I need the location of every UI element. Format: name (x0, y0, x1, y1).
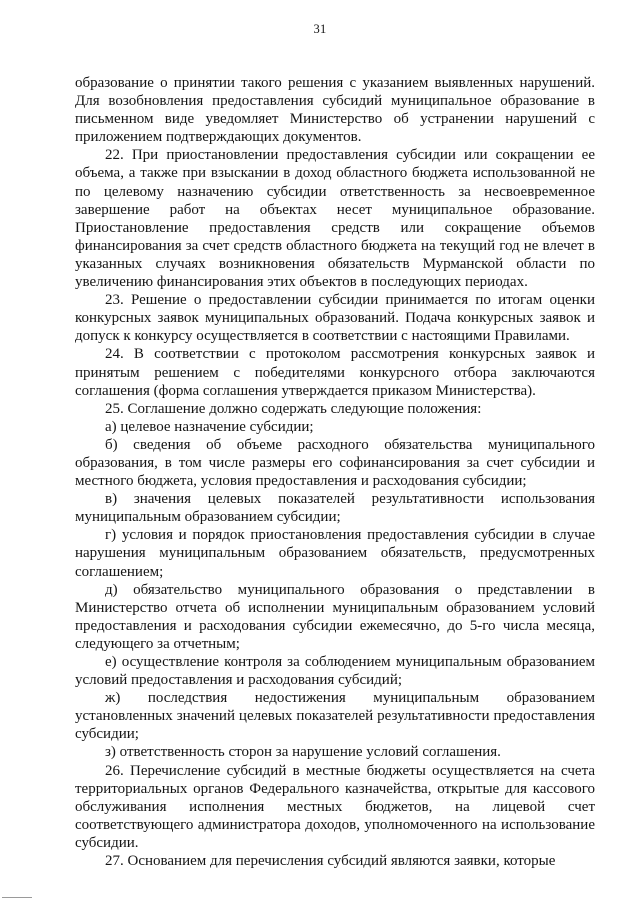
list-item-zh: ж) последствия недостижения муниципальным образованием установленных значений целевых показателей результативности предоставления субсидии; (75, 690, 595, 743)
list-item-g: г) условия и порядок приостановления предоставления субсидии в случае нарушения муниципальным образованием обязательств, предусмотренных соглашением; (75, 527, 595, 580)
list-item-v: в) значения целевых показателей результативности использования муниципальным образованием субсидии; (75, 491, 595, 526)
paragraph-25: 25. Соглашение должно содержать следующие положения: (105, 400, 482, 417)
list-item-a: а) целевое назначение субсидии; (105, 418, 314, 435)
scan-edge-mark (2, 897, 32, 898)
paragraph-22: 22. При приостановлении предоставления субсидии или сокращении ее объема, а также при взыскании в доход областного бюджета использованной не по целевому назначению субсидии ответственность за несвоевременное завершение работ на объектах несет муниципальное образование. Приостановление предоставления средств или сокращение объемов финансирования за счет средств областного бюджета на текущий год не влечет в указанных случаях возникновения обязательств Мурманской области по увеличению финансирования этих объектов в последующих периодах. (75, 147, 595, 291)
paragraph-continuation: образование о принятии такого решения с указанием выявленных нарушений. Для возобновления предоставления субсидий муниципальное образование в письменном виде уведомляет Министерство об устранении нарушений с приложением подтверждающих документов. (75, 75, 595, 146)
paragraph-23: 23. Решение о предоставлении субсидии принимается по итогам оценки конкурсных заявок муниципальных образований. Подача конкурсных заявок и допуск к конкурсу осуществляется в соответствии с настоящими Правилами. (75, 292, 595, 345)
document-body (75, 74, 595, 870)
page-number: 31 (313, 22, 327, 36)
list-item-e: е) осуществление контроля за соблюдением муниципальным образованием условий предоставления и расходования субсидий; (75, 654, 595, 689)
paragraph-26: 26. Перечисление субсидий в местные бюджеты осуществляется на счета территориальных органов Федерального казначейства, открытые для кассового обслуживания исполнения местных бюджетов, на лицевой счет соответствующего администратора доходов, уполномоченного на использование субсидии. (75, 762, 595, 851)
paragraph-27: 27. Основанием для перечисления субсидий являются заявки, которые (105, 853, 556, 870)
paragraph-24: 24. В соответствии с протоколом рассмотрения конкурсных заявок и принятым решением с победителями конкурсного отбора заключаются соглашения (форма соглашения утверждается приказом Министерства). (75, 346, 595, 399)
list-item-d: д) обязательство муниципального образования о представлении в Министерство отчета об исполнении муниципальным образованием условий предоставления и расходования субсидии ежемесячно, до 5-го числа месяца, следующего за отчетным; (75, 581, 595, 652)
list-item-b: б) сведения об объеме расходного обязательства муниципального образования, в том числе размеры его софинансирования за счет субсидии и местного бюджета, условия предоставления и расходования субсидии; (75, 436, 595, 490)
list-item-z: з) ответственность сторон за нарушение условий соглашения. (105, 744, 501, 761)
